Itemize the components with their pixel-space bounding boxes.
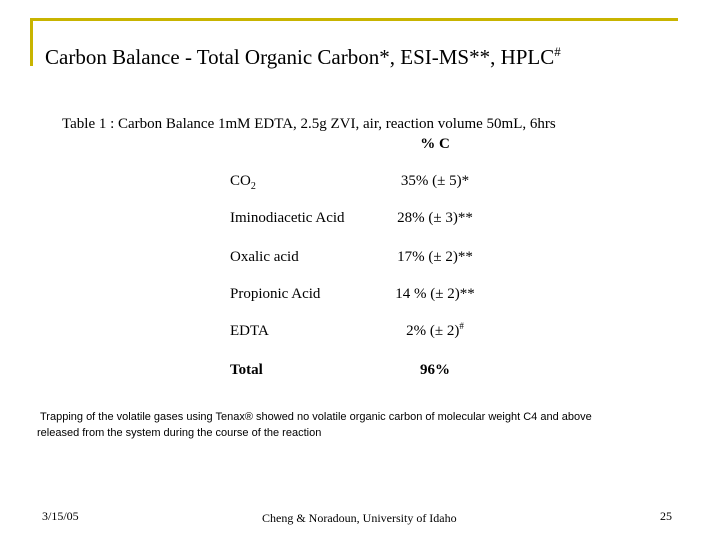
row-value-text: 2% (± 2) bbox=[406, 323, 460, 339]
row-value-superscript: # bbox=[459, 321, 464, 331]
table-row-label: Oxalic acid bbox=[230, 249, 299, 265]
table-row-label: Propionic Acid bbox=[230, 286, 321, 302]
slide-title bbox=[45, 44, 705, 70]
frame-top-rule bbox=[30, 18, 678, 21]
row-label-text: CO bbox=[230, 173, 251, 189]
table-caption: Table 1 : Carbon Balance 1mM EDTA, 2.5g ZVI, air, reaction volume 50mL, 6hrs bbox=[62, 116, 556, 132]
footnote bbox=[37, 409, 697, 441]
table-total-value: 96% bbox=[420, 362, 450, 378]
table-column-header: % C bbox=[420, 136, 450, 152]
table-row-label bbox=[230, 173, 256, 192]
table-row-value: 28% (± 3)** bbox=[397, 210, 473, 226]
footer-author: Cheng & Noradoun, University of Idaho bbox=[262, 511, 457, 525]
table-row-label: EDTA bbox=[230, 323, 269, 339]
footer-date: 3/15/05 bbox=[42, 509, 79, 523]
footnote-line-2: released from the system during the course of the reaction bbox=[37, 427, 322, 439]
row-label-subscript: 2 bbox=[250, 181, 256, 192]
table-total-label: Total bbox=[230, 362, 263, 378]
footnote-line-1: Trapping of the volatile gases using Tenax® showed no volatile organic carbon of molecular weight C4 and above bbox=[40, 411, 592, 423]
slide-title-superscript: # bbox=[554, 44, 561, 59]
frame-left-rule bbox=[30, 18, 33, 66]
table-row-label: Iminodiacetic Acid bbox=[230, 210, 345, 226]
table-row-value: 17% (± 2)** bbox=[397, 249, 473, 265]
row-value-text: 35% (± 5)* bbox=[400, 173, 470, 189]
table-row-value bbox=[380, 321, 490, 340]
table-row-value: 14 % (± 2)** bbox=[395, 286, 475, 302]
slide-title-text: Carbon Balance - Total Organic Carbon*, ESI-MS**, HPLC bbox=[45, 45, 555, 69]
table-row-value bbox=[380, 173, 490, 190]
footer-page-number: 25 bbox=[660, 509, 672, 523]
